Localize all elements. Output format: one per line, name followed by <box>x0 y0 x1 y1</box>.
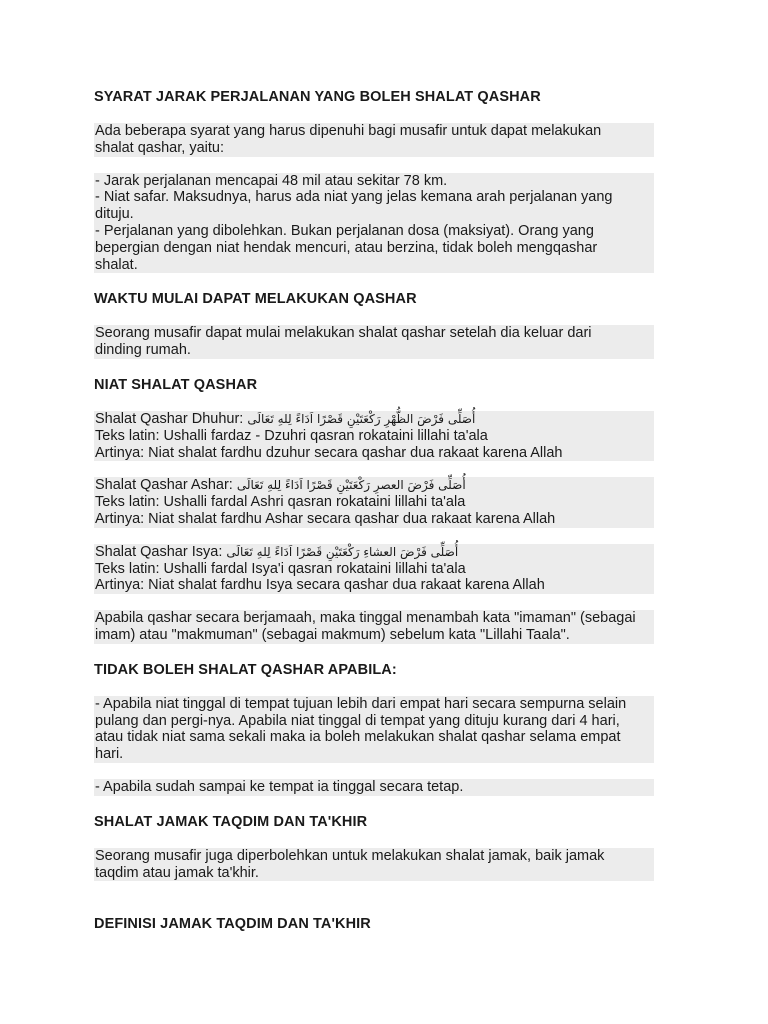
text-line: shalat qashar, yaitu: <box>95 139 224 156</box>
latin-text: Teks latin: Ushalli fardal Ashri qasran rokataini lillahi ta'ala <box>95 494 466 511</box>
section-heading-jamak: SHALAT JAMAK TAQDIM DAN TA'KHIR <box>94 813 368 830</box>
list-syarat <box>94 173 654 274</box>
text-line: - Apabila niat tinggal di tempat tujuan lebih dari empat hari secara sempurna selain <box>95 695 627 712</box>
section-heading-niat: NIAT SHALAT QASHAR <box>94 376 258 393</box>
text-line: Ada beberapa syarat yang harus dipenuhi bagi musafir untuk dapat melakukan <box>95 123 602 139</box>
text-line: hari. <box>95 746 124 763</box>
latin-text: Teks latin: Ushalli fardal Isya'i qasran rokataini lillahi ta'ala <box>95 560 466 577</box>
paragraph-waktu-mulai <box>94 325 654 359</box>
translation-text: Artinya: Niat shalat fardhu Ashar secara qashar dua rakaat karena Allah <box>95 510 556 527</box>
list-item: - Niat safar. Maksudnya, harus ada niat yang jelas kemana arah perjalanan yang <box>95 189 613 206</box>
niat-label: Shalat Qashar Ashar: <box>95 477 237 494</box>
list-item: - Perjalanan yang dibolehkan. Bukan perjalanan dosa (maksiyat). Orang yang <box>95 222 594 239</box>
niat-dhuhur-block <box>94 411 654 461</box>
text-line: shalat. <box>95 256 138 273</box>
text-line: dinding rumah. <box>95 342 191 359</box>
arabic-text: أُصَلِّى فَرْضَ العشاءِ رَكْعَتَيْنِ قَصْرًا اَدَاءً لِلهِ تَعَالَى <box>226 544 459 559</box>
text-line: Seorang musafir juga diperbolehkan untuk melakukan shalat jamak, baik jamak <box>95 847 605 864</box>
document-page <box>94 88 654 933</box>
paragraph-berjamaah <box>94 610 654 644</box>
section-heading-waktu-mulai: WAKTU MULAI DAPAT MELAKUKAN QASHAR <box>94 291 417 308</box>
section-heading-definisi: DEFINISI JAMAK TAQDIM DAN TA'KHIR <box>94 916 371 933</box>
paragraph-tidak-boleh-2 <box>94 779 654 796</box>
section-heading-syarat-jarak: SYARAT JARAK PERJALANAN YANG BOLEH SHALAT QASHAR <box>94 89 541 105</box>
text-line: imam) atau "makmuman" (sebagai makmum) sebelum kata "Lillahi Taala". <box>95 626 570 643</box>
text-line: bepergian dengan niat hendak mencuri, atau berzina, tidak boleh mengqashar <box>95 239 598 256</box>
translation-text: Artinya: Niat shalat fardhu dzuhur secara qashar dua rakaat karena Allah <box>95 444 563 461</box>
niat-isya-block <box>94 544 654 594</box>
niat-ashar-block <box>94 477 654 527</box>
list-item: - Jarak perjalanan mencapai 48 mil atau sekitar 78 km. <box>95 172 448 189</box>
text-line: - Apabila sudah sampai ke tempat ia tinggal secara tetap. <box>95 778 464 795</box>
arabic-text: أُصَلِّى فَرْضَ الظُّهْرِ رَكْعَتَيْنِ قَصْرًا اَدَاءً لِلهِ تَعَالَى <box>247 411 476 426</box>
text-line: atau tidak niat sama sekali maka ia boleh melakukan shalat qashar selama empat <box>95 729 621 746</box>
section-heading-tidak-boleh: TIDAK BOLEH SHALAT QASHAR APABILA: <box>94 661 397 678</box>
niat-label: Shalat Qashar Dhuhur: <box>95 410 248 427</box>
paragraph-syarat-intro <box>94 123 654 157</box>
latin-text: Teks latin: Ushalli fardaz - Dzuhri qasran rokataini lillahi ta'ala <box>95 427 488 444</box>
translation-text: Artinya: Niat shalat fardhu Isya secara qashar dua rakaat karena Allah <box>95 577 545 594</box>
text-line: Seorang musafir dapat mulai melakukan shalat qashar setelah dia keluar dari <box>95 325 592 342</box>
text-line: dituju. <box>95 206 134 223</box>
paragraph-tidak-boleh-1 <box>94 696 654 763</box>
text-line: taqdim atau jamak ta'khir. <box>95 864 259 881</box>
text-line: Apabila qashar secara berjamaah, maka tinggal menambah kata "imaman" (sebagai <box>95 610 636 627</box>
text-line: pulang dan pergi-nya. Apabila niat tinggal di tempat yang dituju kurang dari 4 hari, <box>95 712 620 729</box>
paragraph-jamak <box>94 848 654 882</box>
niat-label: Shalat Qashar Isya: <box>95 543 227 560</box>
arabic-text: أُصَلِّى فَرْضَ العصرِ رَكْعَتَيْنِ قَصْرًا اَدَاءً لِلهِ تَعَالَى <box>236 478 466 493</box>
